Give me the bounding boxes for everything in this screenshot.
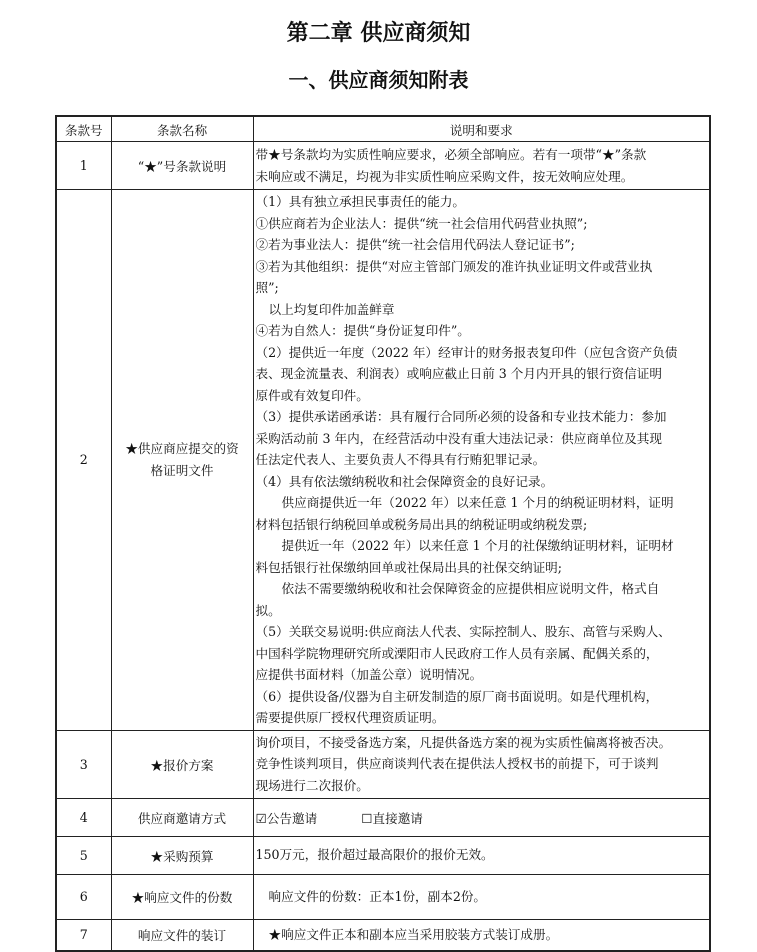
option-label: 直接邀请 — [372, 810, 423, 826]
desc-line: 依法不需要缴纳税收和社会保障资金的应提供相应说明文件，格式自 — [281, 581, 660, 596]
desc-line: （3）提供承诺函承诺：具有履行合同所必须的设备和专业技术能力：参加 — [255, 409, 667, 424]
table-row — [56, 919, 710, 951]
row-name: ★响应文件的份数 — [111, 874, 253, 919]
desc-line: 需要提供原厂授权代理资质证明。 — [255, 710, 445, 725]
option-label: 公告邀请 — [266, 810, 318, 826]
row-desc — [253, 836, 710, 874]
section-title: 一、供应商须知附表 — [288, 68, 469, 92]
desc-line: 原件或有效复印件。 — [255, 387, 369, 403]
table-header-row — [56, 116, 710, 142]
chapter-title: 第二章 供应商须知 — [286, 21, 471, 46]
desc-line: 料包括银行社保缴纳回单或社保局出具的社保交纳证明; — [255, 559, 562, 575]
table-row — [56, 190, 710, 731]
desc-line: 未响应或不满足，均视为非实质性响应采购文件，按无效响应处理。 — [255, 168, 634, 184]
desc-line: 表、现金流量表、利润表）或响应截止日前 3 个月内开具的银行资信证明 — [255, 366, 662, 381]
row-no: 4 — [56, 798, 111, 836]
desc-line: 150万元，报价超过最高限价的报价无效。 — [255, 847, 494, 863]
desc-line: 中国科学院物理研究所或溧阳市人民政府工作人员有亲属、配偶关系的， — [255, 645, 659, 661]
desc-line: 照”; — [255, 280, 279, 295]
desc-line: ①供应商若为企业法人：提供“统一社会信用代码营业执照”; — [255, 215, 588, 231]
desc-line: 带★号条款均为实质性响应要求，必须全部响应。若有一项带“★”条款 — [255, 147, 647, 162]
header-no: 条款号 — [56, 116, 111, 142]
supplier-notice-table — [55, 115, 711, 952]
row-name: 响应文件的装订 — [111, 919, 253, 951]
row-no: 7 — [56, 919, 111, 951]
desc-line: 提供近一年（2022 年）以来任意 1 个月的社保缴纳证明材料，证明材 — [281, 538, 674, 553]
desc-line: （1）具有独立承担民事责任的能力。 — [255, 194, 466, 209]
row-desc — [253, 798, 710, 836]
header-name: 条款名称 — [111, 116, 253, 142]
row-no: 5 — [56, 836, 111, 874]
desc-line: ③若为其他组织：提供“对应主管部门颁发的准许执业证明文件或营业执 — [255, 258, 653, 274]
table-row — [56, 874, 710, 919]
desc-line: ②若为事业法人：提供“统一社会信用代码法人登记证书”; — [255, 237, 575, 252]
desc-line: （4）具有依法缴纳税收和社会保障资金的良好记录。 — [255, 473, 554, 489]
desc-line: 应提供书面材料（加盖公章）说明情况。 — [255, 667, 483, 682]
checkbox-unchecked-icon[interactable]: ☐ — [361, 810, 373, 826]
desc-line: （2）提供近一年度（2022 年）经审计的财务报表复印件（应包含资产负债 — [255, 344, 678, 360]
desc-line: 供应商提供近一年（2022 年）以来任意 1 个月的纳税证明材料，证明 — [281, 495, 674, 510]
row-no: 6 — [56, 874, 111, 919]
desc-line: 响应文件的份数：正本1份，副本2份。 — [268, 888, 487, 904]
row-name: ★采购预算 — [111, 836, 253, 874]
row-desc — [253, 919, 710, 951]
row-name: “★”号条款说明 — [111, 142, 253, 190]
desc-line: ★响应文件正本和副本应当采用胶装方式装订成册。 — [268, 927, 559, 942]
table-row — [56, 142, 710, 190]
row-desc — [253, 730, 710, 798]
desc-line: 采购活动前 3 年内，在经营活动中没有重大违法记录：供应商单位及其现 — [255, 430, 662, 446]
row-name: 供应商邀请方式 — [111, 798, 253, 836]
row-name — [111, 190, 253, 731]
table-row — [56, 836, 710, 874]
row-name: ★报价方案 — [111, 730, 253, 798]
row-desc — [253, 142, 710, 190]
name-line: ★供应商应提交的资 — [125, 441, 239, 457]
table-row — [56, 798, 710, 836]
desc-line: 拟。 — [255, 602, 281, 618]
desc-line: 竞争性谈判项目，供应商谈判代表在提供法人授权书的前提下，可于谈判 — [255, 756, 659, 772]
row-desc — [253, 874, 710, 919]
desc-line: 任法定代表人、主要负责人不得具有行贿犯罪记录。 — [255, 452, 546, 467]
row-no: 3 — [56, 730, 111, 798]
desc-line: 现场进行二次报价。 — [255, 777, 369, 793]
row-desc — [253, 190, 710, 731]
desc-line: 询价项目，不接受备选方案，凡提供备选方案的视为实质性偏离将被否决。 — [255, 734, 672, 750]
name-line: 格证明文件 — [150, 462, 214, 478]
row-no: 1 — [56, 142, 111, 190]
desc-line: （6）提供设备/仪器为自主研发制造的原厂商书面说明。如是代理机构， — [255, 688, 659, 704]
desc-line: 材料包括银行纳税回单或税务局出具的纳税证明或纳税发票; — [255, 516, 588, 532]
desc-line: （5）关联交易说明:供应商法人代表、实际控制人、股东、高管与采购人、 — [255, 624, 671, 639]
desc-line: 以上均复印件加盖鲜章 — [268, 301, 395, 317]
desc-line: ④若为自然人：提供“身份证复印件”。 — [255, 323, 470, 338]
table-row — [56, 730, 710, 798]
row-no: 2 — [56, 190, 111, 731]
header-desc: 说明和要求 — [253, 116, 710, 142]
checkbox-checked-icon[interactable]: ☑ — [255, 810, 267, 826]
